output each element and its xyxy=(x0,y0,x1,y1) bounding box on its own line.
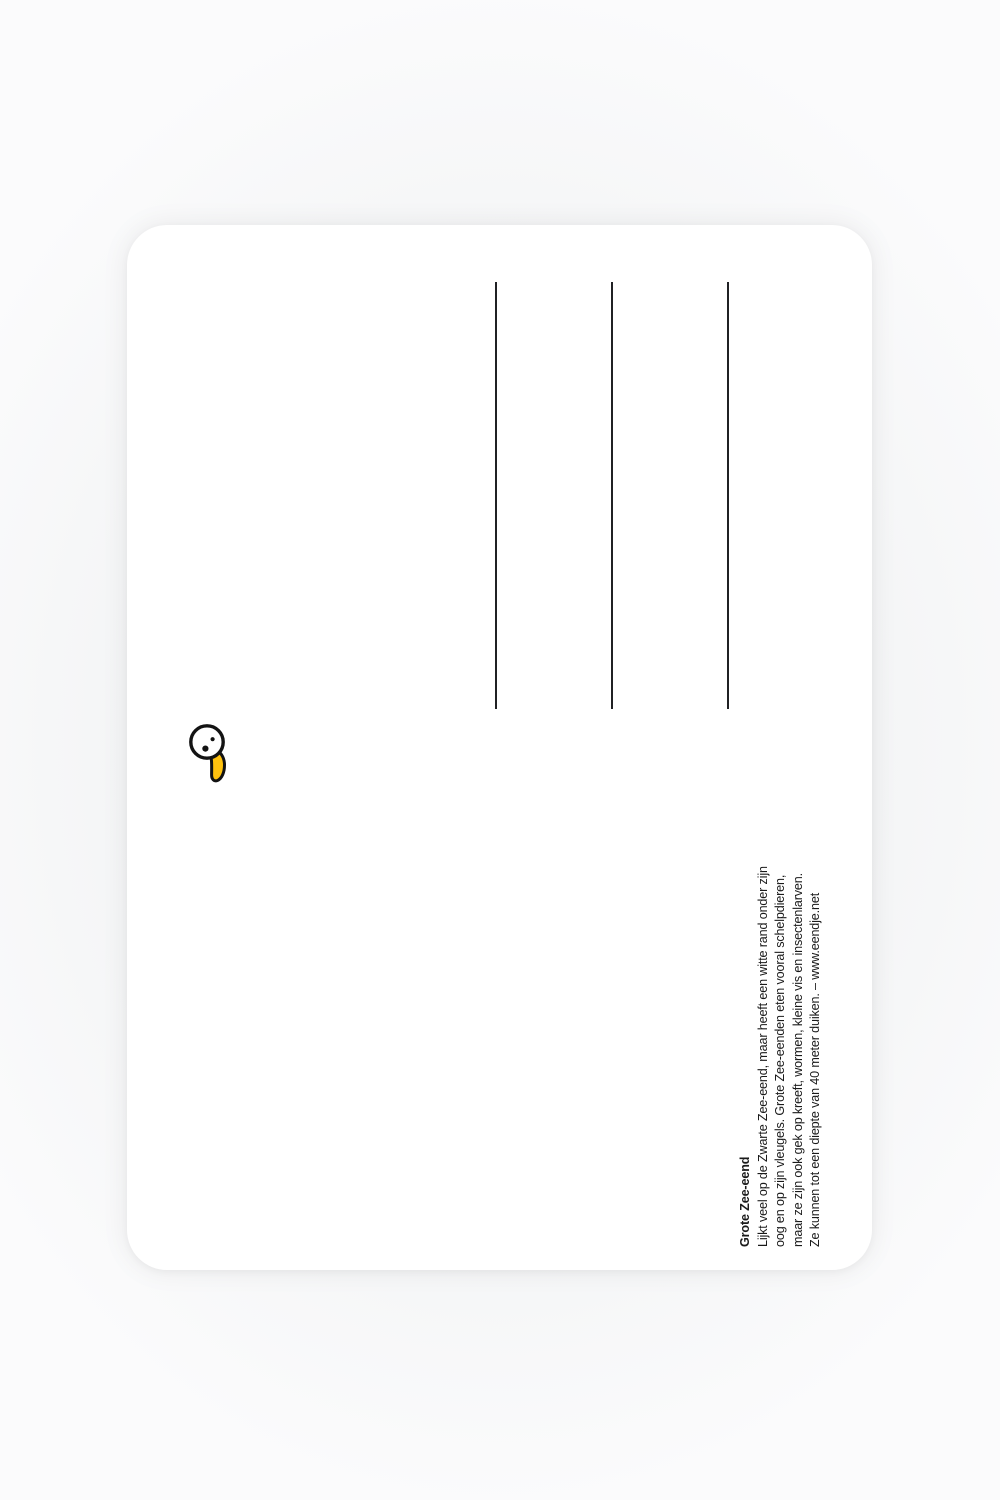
duck-logo-icon xyxy=(185,722,233,784)
caption-title: Grote Zee-eend xyxy=(738,1156,752,1247)
duck-icon-svg xyxy=(185,722,233,784)
address-line xyxy=(611,282,613,709)
caption-line: maar ze zijn ook gek op kreeft, wormen, kleine vis en insectenlarven. xyxy=(790,873,805,1247)
duck-head xyxy=(191,726,223,758)
caption-line: oog en op zijn vleugels. Grote Zee-eenden eten vooral schelpdieren, xyxy=(773,874,787,1247)
address-lines xyxy=(495,282,729,709)
duck-eye xyxy=(211,737,215,741)
caption-line: Ze kunnen tot een diepte van 40 meter duiken. – www.eendje.net xyxy=(808,892,822,1247)
caption-block xyxy=(737,832,827,1247)
address-line xyxy=(727,282,729,709)
postcard xyxy=(127,225,872,1270)
address-line xyxy=(495,282,497,709)
caption-line: Lijkt veel op de Zwarte Zee-eend, maar heeft een witte rand onder zijn xyxy=(755,866,770,1247)
duck-nostril xyxy=(202,746,208,752)
